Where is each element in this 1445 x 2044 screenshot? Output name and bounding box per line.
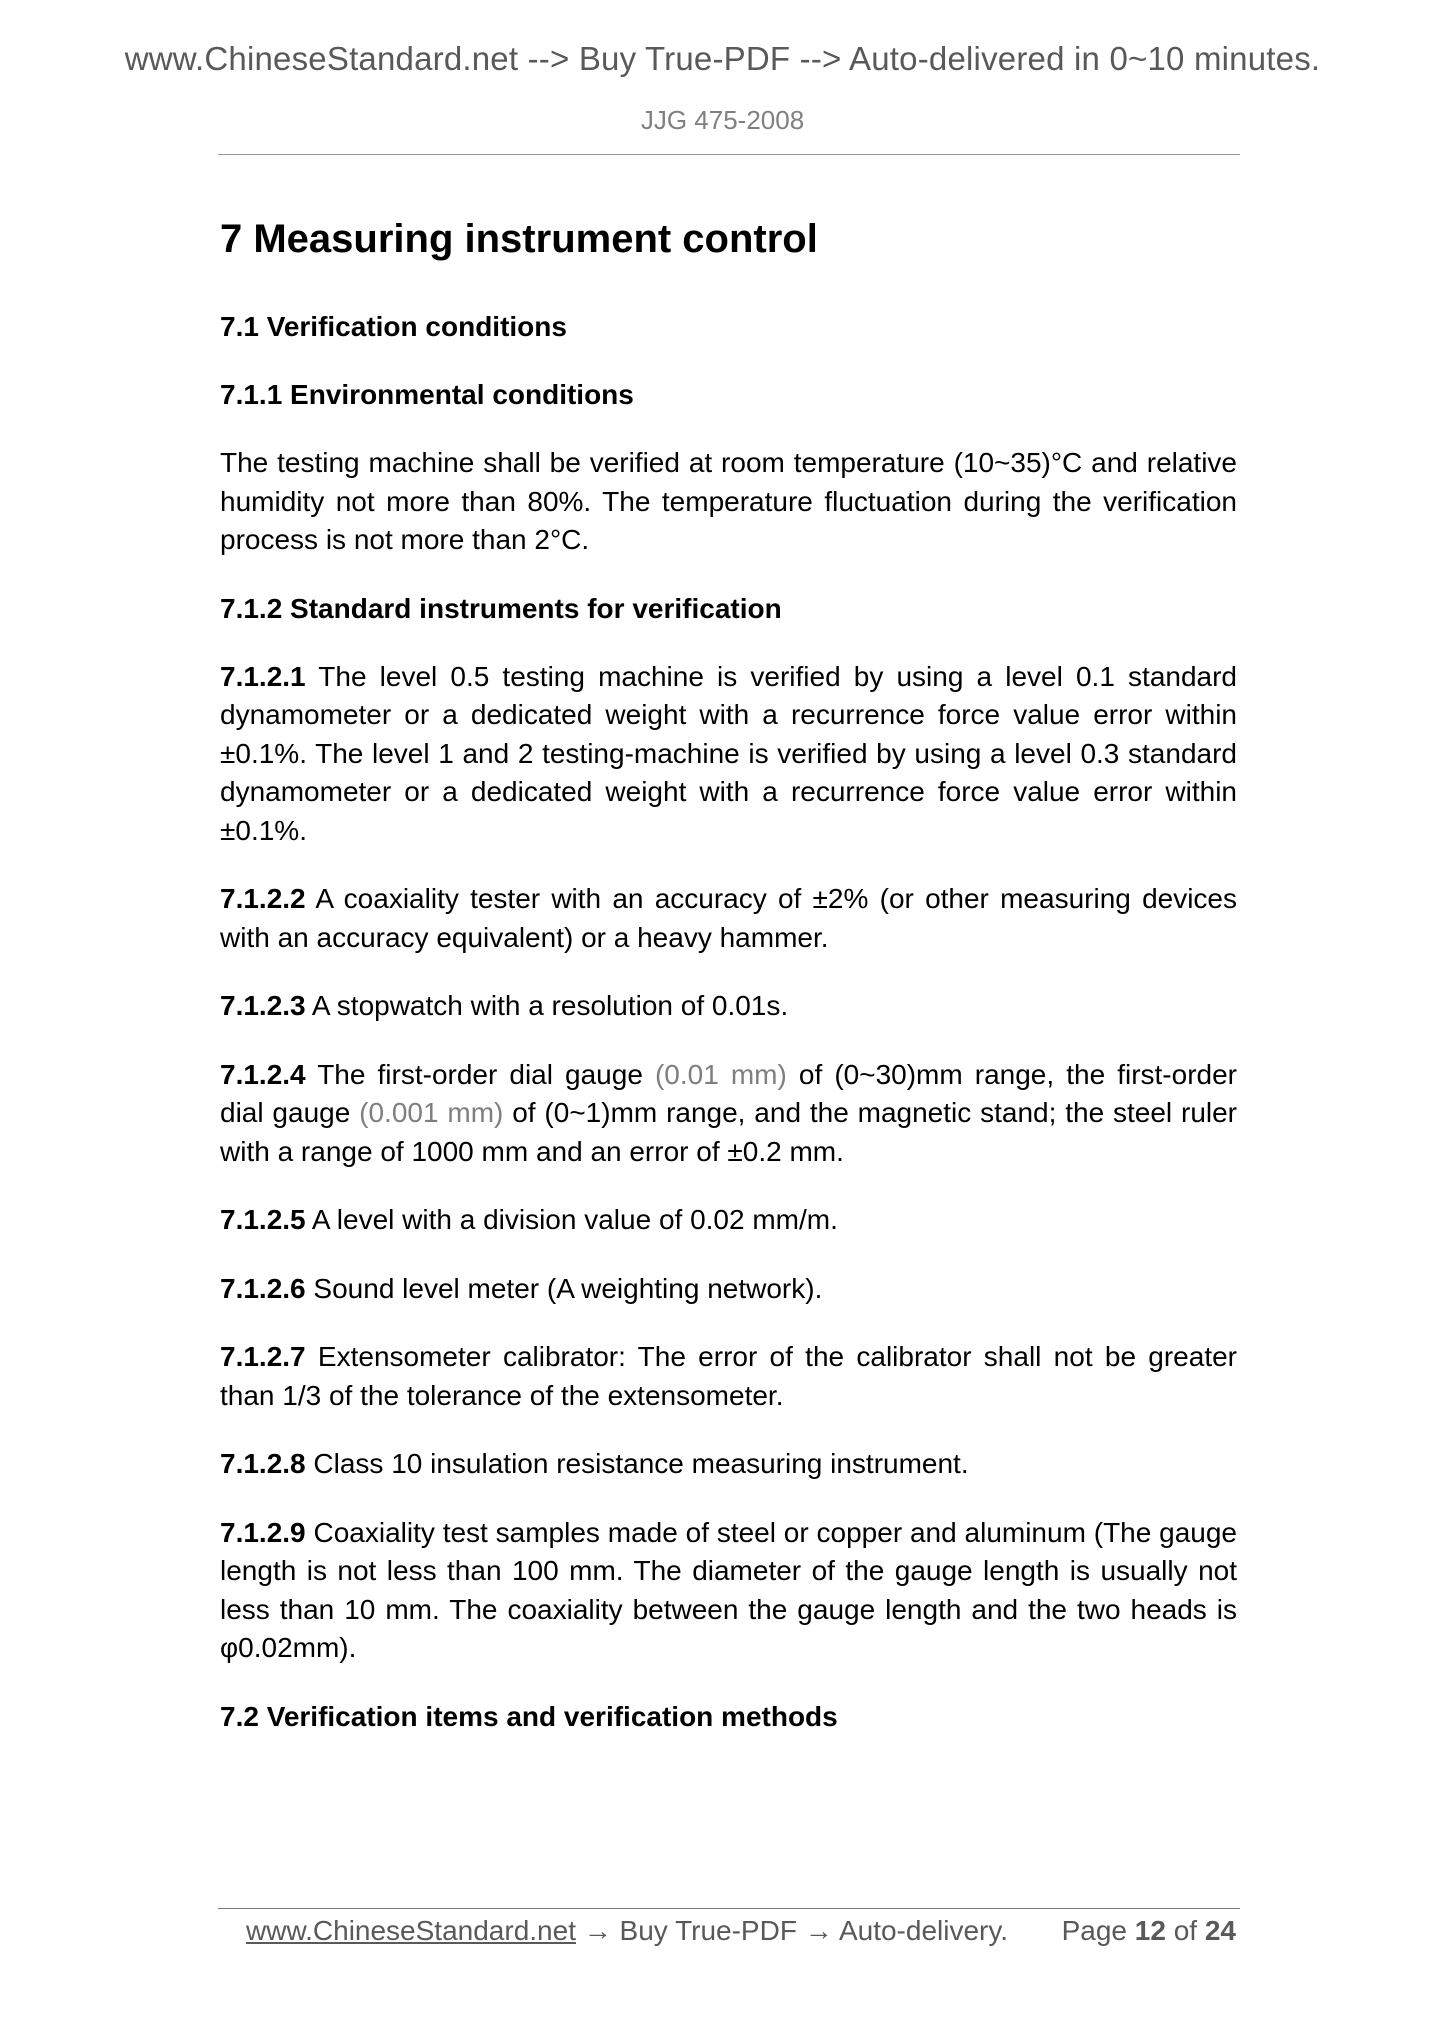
clause-7-1-2-8 <box>220 1445 1237 1484</box>
footer-auto-text: Auto-delivery. <box>838 1915 1009 1946</box>
heading-7-2: 7.2 Verification items and verification methods <box>220 1700 838 1732</box>
page-indicator <box>1062 1915 1236 1947</box>
standard-code: JJG 475-2008 <box>640 105 805 135</box>
page-label: Page <box>1061 1915 1127 1946</box>
heading-7-1-1: 7.1.1 Environmental conditions <box>220 379 634 410</box>
section-title: 7 Measuring instrument control <box>220 217 818 261</box>
clause-number: 7.1.2.5 <box>220 1204 306 1235</box>
clause-7-1-2-5 <box>220 1201 1237 1240</box>
clause-7-1-2-2 <box>220 880 1237 957</box>
gray-annotation: (0.001 mm) <box>359 1097 504 1128</box>
clause-7-1-2-7 <box>220 1338 1237 1415</box>
clause-number: 7.1.2.2 <box>220 883 306 914</box>
footer-links <box>246 1915 1008 1947</box>
clause-text: A coaxiality tester with an accuracy of ±2% (or other measuring devices with an accuracy equivalent) or a heavy hammer. <box>220 883 1238 953</box>
of-label: of <box>1173 1915 1198 1946</box>
clause-7-1-2-4 <box>220 1056 1237 1172</box>
clause-number: 7.1.2.1 <box>220 660 306 692</box>
clause-text: Extensometer calibrator: The error of the calibrator shall not be greater than 1/3 of the tolerance of the extensometer. <box>220 1341 1238 1411</box>
clause-text: A level with a division value of 0.02 mm/m. <box>311 1204 838 1235</box>
clause-text: of (0~30)mm range, the first-order dial gauge <box>220 1058 1237 1128</box>
clause-7-1-2-6 <box>220 1270 1237 1309</box>
clause-number: 7.1.2.6 <box>220 1272 306 1304</box>
page-total: 24 <box>1204 1915 1236 1946</box>
clause-text: The first-order dial gauge <box>317 1058 643 1090</box>
clause-number: 7.1.2.7 <box>220 1341 306 1372</box>
heading-7-1: 7.1 Verification conditions <box>220 311 567 342</box>
clause-7-1-2-1 <box>220 658 1237 851</box>
clause-7-1-2-9 <box>220 1514 1237 1668</box>
clause-number: 7.1.2.3 <box>220 990 306 1021</box>
footer-divider <box>218 1908 1240 1909</box>
clause-number: 7.1.2.8 <box>220 1448 306 1479</box>
page-number: 12 <box>1134 1915 1166 1946</box>
clause-text: The level 0.5 testing machine is verified by using a level 0.1 standard dynamometer or a dedicated weight with a recurrence force value error within ±0.1%. The level 1 and 2 testing-machine is verified by using a level 0.3 standard dynamometer or a dedicated weight with a recurrence force value error within ±0.1%. <box>220 660 1238 846</box>
gray-annotation: (0.01 mm) <box>654 1058 787 1090</box>
footer-site-link[interactable]: www.ChineseStandard.net <box>246 1915 576 1946</box>
top-banner-link[interactable]: www.ChineseStandard.net --> Buy True-PDF --> Auto-delivered in 0~10 minutes. <box>124 40 1321 77</box>
clause-text: Class 10 insulation resistance measuring instrument. <box>313 1448 969 1479</box>
clause-text: Sound level meter (A weighting network). <box>313 1272 823 1304</box>
footer-buy-text: Buy True-PDF <box>619 1915 797 1946</box>
clause-text: Coaxiality test samples made of steel or copper and aluminum (The gauge length is not less than 100 mm. The diameter of the gauge length is usually not less than 10 mm. The coaxiality between the gauge length and the two heads is φ0.02mm). <box>220 1516 1238 1663</box>
paragraph-environmental: The testing machine shall be verified at room temperature (10~35)°C and relative humidity not more than 80%. The temperature fluctuation during the verification process is not more than 2°C. <box>220 447 1237 555</box>
document-body <box>220 213 1237 1766</box>
clause-number: 7.1.2.4 <box>220 1058 306 1090</box>
arrow-right-icon: → <box>583 1915 612 1946</box>
clause-text: A stopwatch with a resolution of 0.01s. <box>311 990 789 1021</box>
arrow-right-icon: → <box>804 1915 833 1946</box>
clause-7-1-2-3 <box>220 987 1237 1026</box>
page-footer <box>246 1915 1236 1955</box>
clause-number: 7.1.2.9 <box>220 1516 306 1548</box>
header-divider <box>218 154 1240 155</box>
clause-text: of (0~1)mm range, and the magnetic stand; the steel ruler with a range of 1000 mm and an error of ±0.2 mm. <box>220 1097 1238 1167</box>
heading-7-1-2: 7.1.2 Standard instruments for verification <box>220 592 782 624</box>
